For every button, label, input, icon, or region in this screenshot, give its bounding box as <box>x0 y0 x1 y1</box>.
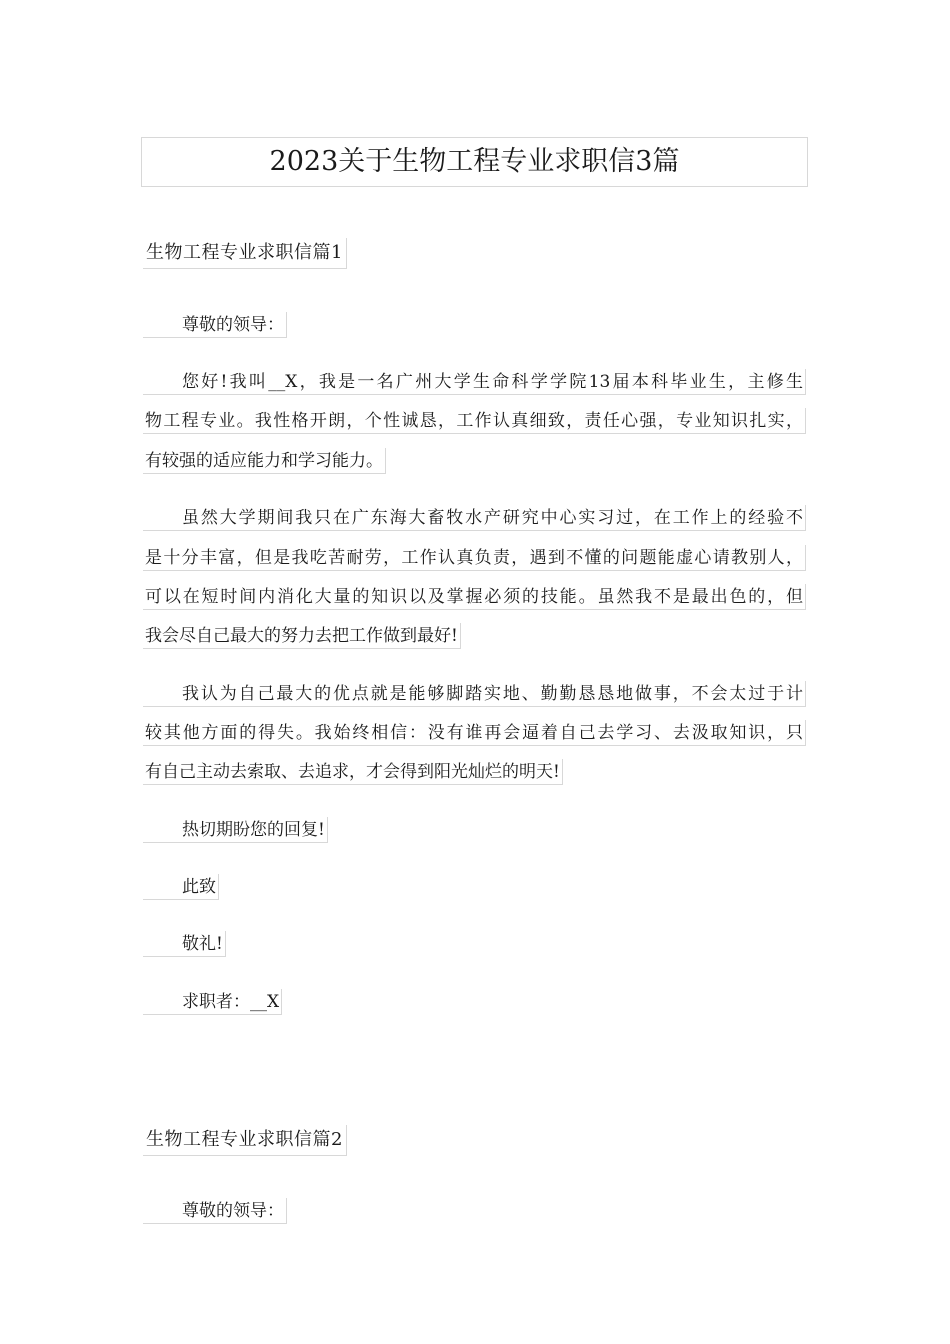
closing-line-3: 敬礼! <box>143 931 226 957</box>
paragraph-2-line-4: 我会尽自己最大的努力去把工作做到最好! <box>143 623 461 649</box>
paragraph-1-line-2: 物工程专业。我性格开朗，个性诚恳，工作认真细致，责任心强，专业知识扎实， <box>143 408 806 434</box>
closing-line-2: 此致 <box>143 874 219 900</box>
paragraph-2-line-3: 可以在短时间内消化大量的知识以及掌握必须的技能。虽然我不是最出色的，但 <box>143 584 806 610</box>
paragraph-3-line-2: 较其他方面的得失。我始终相信：没有谁再会逼着自己去学习、去汲取知识，只 <box>143 720 806 746</box>
paragraph-3-line-1: 我认为自己最大的优点就是能够脚踏实地、勤勤恳恳地做事，不会太过于计 <box>143 681 806 707</box>
paragraph-1-line-3: 有较强的适应能力和学习能力。 <box>143 448 386 474</box>
paragraph-2-line-1: 虽然大学期间我只在广东海大畜牧水产研究中心实习过，在工作上的经验不 <box>143 505 806 531</box>
paragraph-3-line-3: 有自己主动去索取、去追求，才会得到阳光灿烂的明天! <box>143 759 563 785</box>
section-heading-2: 生物工程专业求职信篇2 <box>143 1125 347 1156</box>
signature-line: 求职者：__X <box>143 989 282 1015</box>
paragraph-1-line-1: 您好!我叫__X，我是一名广州大学生命科学学院13届本科毕业生，主修生 <box>143 369 806 395</box>
salutation-1: 尊敬的领导： <box>143 312 287 338</box>
document-title: 2023关于生物工程专业求职信3篇 <box>141 137 808 187</box>
closing-line-1: 热切期盼您的回复! <box>143 817 328 843</box>
section-heading-1: 生物工程专业求职信篇1 <box>143 238 347 269</box>
salutation-2: 尊敬的领导： <box>143 1198 287 1224</box>
paragraph-2-line-2: 是十分丰富，但是我吃苦耐劳，工作认真负责，遇到不懂的问题能虚心请教别人， <box>143 545 806 571</box>
